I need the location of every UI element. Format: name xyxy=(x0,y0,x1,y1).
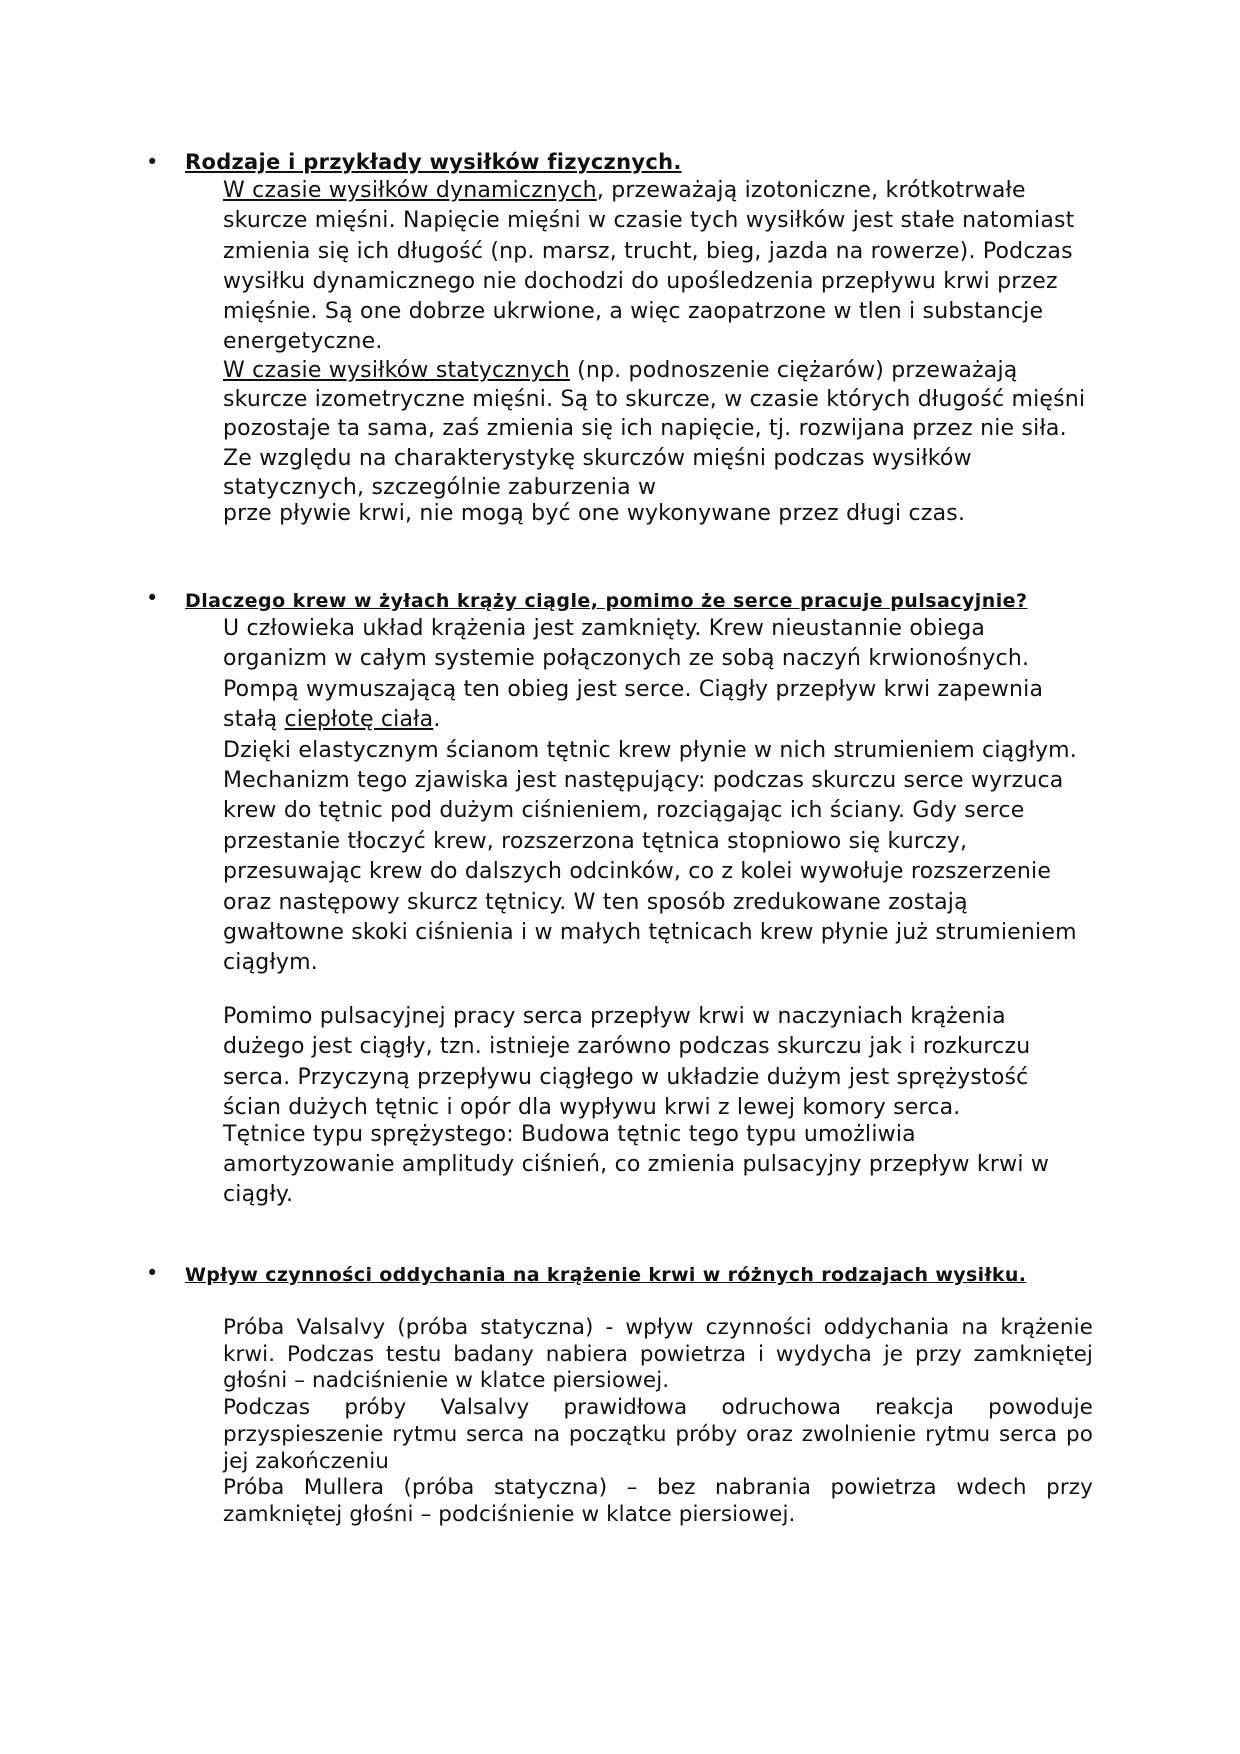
section-3-body xyxy=(223,1315,1093,1529)
paragraph-valsalva-reaction: Podczas próby Valsalvy prawidłowa odruchowa reakcja powoduje przyspieszenie rytmu serca na początku próby oraz zwolnienie rytmu serca po jej zakończeniu xyxy=(223,1395,1093,1474)
paragraph-muller-test: Próba Mullera (próba statyczna) – bez nabrania powietrza wdech przy zamkniętej głośni – podciśnienie w klatce piersiowej. xyxy=(223,1475,1093,1527)
paragraph-static-text: (np. podnoszenie ciężarów) przeważają skurcze izometryczne mięśni. Są to skurcze, w czasie których długość mięśni pozostaje ta sama, zaś zmienia się ich napięcie, tj. rozwijana przez nie siła. Ze względu na charakterystykę skurczów mięśni podczas wysiłków statycznych, szczególnie zaburzenia w xyxy=(223,358,1086,500)
term-static-exercise: W czasie wysiłków statycznych xyxy=(223,358,570,383)
section-2-body xyxy=(223,614,1093,1211)
bullet-3: • xyxy=(146,1261,159,1285)
paragraph-circulation-text: U człowieka układ krążenia jest zamknięty. Krew nieustannie obiega organizm w całym systemie połączonych ze sobą naczyń krwionośnych. Pompą wymuszającą ten obieg jest serce. Ciągły przepływ krwi zapewnia stałą xyxy=(223,616,1044,733)
bullet-1: • xyxy=(146,150,159,174)
section-1-body-static xyxy=(223,356,1093,528)
paragraph-elastic-artery-type: Tętnice typu sprężystego: Budowa tętnic tego typu umożliwia amortyzowanie amplitudy ciśnień, co zmienia pulsacyjny przepływ krwi w ciągły. xyxy=(223,1121,1050,1208)
paragraph-dynamic-exercise xyxy=(223,176,1093,358)
paragraph-circulation-end: . xyxy=(433,707,441,733)
section-3-heading: Wpływ czynności oddychania na krążenie krwi w różnych rodzajach wysiłku. xyxy=(185,1264,1027,1286)
paragraph-static-conclusion: prze pływie krwi, nie mogą być one wykonywane przez długi czas. xyxy=(223,501,966,527)
paragraph-pulsatile-work: Pomimo pulsacyjnej pracy serca przepływ krwi w naczyniach krążenia dużego jest ciągły, tzn. istnieje zarówno podczas skurczu jak i rozkurczu serca. Przyczyną przepływu ciągłego w układzie dużym jest sprężystość ścian dużych tętnic i opór dla wypływu krwi z lewej komory serca. xyxy=(223,1003,1031,1121)
paragraph-static-exercise xyxy=(223,356,1093,502)
paragraph-dynamic-text: , przeważają izotoniczne, krótkotrwałe skurcze mięśni. Napięcie mięśni w czasie tych wysiłków jest stałe natomiast zmienia się ich długość (np. marsz, trucht, bieg, jazda na rowerze). Podczas wysiłku dynamicznego nie dochodzi do upośledzenia przepływu krwi przez mięśnie. Są one dobrze ukrwione, a więc zaopatrzone w tlen i substancje energetyczne. xyxy=(223,178,1075,355)
paragraph-closed-circulation xyxy=(223,614,1093,736)
paragraph-valsalva-test: Próba Valsalvy (próba statyczna) - wpływ czynności oddychania na krążenie krwi. Podczas testu badany nabiera powietrza i wydycha je przy zamkniętej głośni – nadciśnienie w klatce piersiowej. xyxy=(223,1315,1093,1394)
paragraph-elastic-arteries: Dzięki elastycznym ścianom tętnic krew płynie w nich strumieniem ciągłym. Mechanizm tego zjawiska jest następujący: podczas skurczu serce wyrzuca krew do tętnic pod dużym ciśnieniem, rozciągając ich ściany. Gdy serce przestanie tłoczyć krew, rozszerzona tętnica stopniowo się kurczy, przesuwając krew do dalszych odcinków, co z kolei wywołuje rozszerzenie oraz następowy skurcz tętnicy. W ten sposób zredukowane zostają gwałtowne skoki ciśnienia i w małych tętnicach krew płynie już strumieniem ciągłym. xyxy=(223,737,1077,976)
section-2-heading: Dlaczego krew w żyłach krąży ciągle, pomimo że serce pracuje pulsacyjnie? xyxy=(185,590,1028,612)
link-body-temperature[interactable]: ciepłotę ciała xyxy=(284,707,434,733)
term-dynamic-exercise: W czasie wysiłków dynamicznych xyxy=(223,178,597,203)
section-1-heading: Rodzaje i przykłady wysiłków fizycznych. xyxy=(185,150,682,174)
section-1-body xyxy=(223,176,1093,358)
bullet-2: • xyxy=(146,586,159,610)
